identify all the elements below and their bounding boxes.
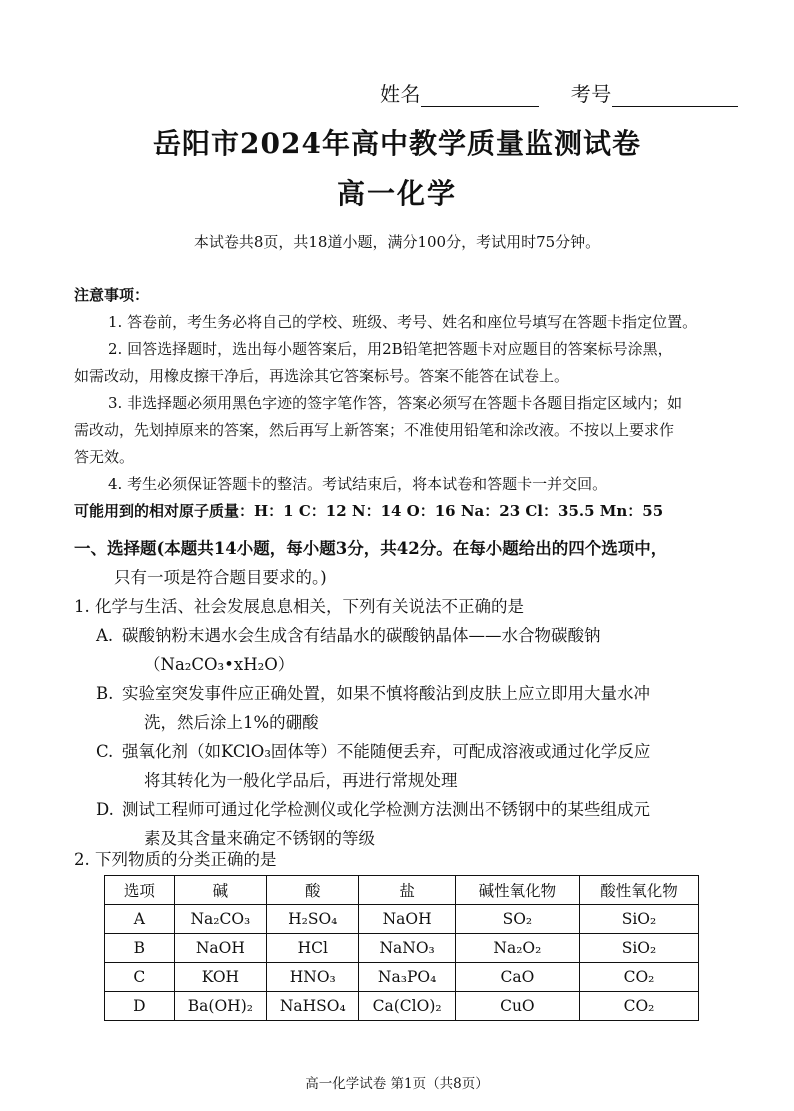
table-cell: CuO [455, 992, 579, 1021]
option-1a [74, 621, 724, 650]
table-cell: HCl [267, 934, 359, 963]
option-letter: B. [96, 684, 114, 703]
question-1 [74, 592, 724, 853]
page-footer: 高一化学试卷 第1页（共8页） [305, 1076, 489, 1092]
table-header-cell: 选项 [105, 876, 175, 905]
option-1d [74, 795, 724, 824]
table-cell: B [105, 934, 175, 963]
question-1-stem: 1. 化学与生活、社会发展息息相关，下列有关说法不正确的是 [74, 597, 524, 616]
number-label: 考号 [570, 82, 612, 106]
table-header-cell: 盐 [359, 876, 455, 905]
exam-title: 岳阳市2024年高中教学质量监测试卷 [153, 127, 641, 160]
option-1c [74, 737, 724, 766]
table-cell: CaO [455, 963, 579, 992]
table-cell: NaHSO₄ [267, 992, 359, 1021]
table-header-cell: 酸性氧化物 [579, 876, 698, 905]
table-row [105, 992, 699, 1021]
classification-table [104, 875, 699, 1021]
note-item-1: 1. 答卷前，考生务必将自己的学校、班级、考号、姓名和座位号填写在答题卡指定位置。 [108, 313, 698, 331]
section-line1: 一、选择题(本题共14小题，每小题3分，共42分。在每小题给出的四个选项中， [74, 539, 668, 558]
option-text: 碳酸钠粉末遇水会生成含有结晶水的碳酸钠晶体——水合物碳酸钠 [122, 626, 601, 645]
option-text: 测试工程师可通过化学检测仪或化学检测方法测出不锈钢中的某些组成元 [122, 800, 650, 819]
question-2-stem: 2. 下列物质的分类正确的是 [74, 850, 277, 869]
section-choice-heading [74, 534, 722, 592]
option-text: （Na₂CO₃•xH₂O） [144, 655, 295, 674]
atomic-masses: 可能用到的相对原子质量：H：1 C：12 N：14 O：16 Na：23 Cl：35.5 Mn：55 [74, 502, 664, 520]
table-header-cell: 酸 [267, 876, 359, 905]
note-item-3-line3: 答无效。 [74, 448, 135, 466]
table-row [105, 934, 699, 963]
table-cell: CO₂ [579, 963, 698, 992]
table-cell: NaOH [359, 905, 455, 934]
table-cell: H₂SO₄ [267, 905, 359, 934]
option-1b [74, 679, 724, 708]
option-text: 强氧化剂（如KClO₃固体等）不能随便丢弃，可配成溶液或通过化学反应 [122, 742, 651, 761]
name-label: 姓名 [380, 82, 421, 106]
section-line2: 只有一项是符合题目要求的。) [114, 568, 327, 587]
note-item-2-line1: 2. 回答选择题时，选出每小题答案后，用2B铅笔把答题卡对应题目的答案标号涂黑， [108, 340, 673, 358]
table-cell: SiO₂ [579, 905, 698, 934]
number-blank[interactable] [612, 86, 738, 107]
table-header-cell: 碱性氧化物 [455, 876, 579, 905]
table-cell: NaNO₃ [359, 934, 455, 963]
table-cell: Ca(ClO)₂ [359, 992, 455, 1021]
table-row [105, 905, 699, 934]
option-letter: A. [96, 626, 114, 645]
option-letter: C. [96, 742, 114, 761]
option-text: 将其转化为一般化学品后，再进行常规处理 [144, 771, 458, 790]
table-cell: Na₂CO₃ [174, 905, 266, 934]
option-text: 素及其含量来确定不锈钢的等级 [144, 829, 375, 848]
name-blank[interactable] [421, 86, 539, 107]
exam-subject: 高一化学 [336, 177, 457, 210]
note-item-4: 4. 考生必须保证答题卡的整洁。考试结束后，将本试卷和答题卡一并交回。 [108, 475, 608, 493]
table-header-cell: 碱 [174, 876, 266, 905]
table-cell: KOH [174, 963, 266, 992]
table-cell: SiO₂ [579, 934, 698, 963]
question-2 [74, 845, 724, 874]
option-1a-cont [74, 650, 724, 679]
table-cell: Na₃PO₄ [359, 963, 455, 992]
table-cell: Na₂O₂ [455, 934, 579, 963]
exam-intro: 本试卷共8页，共18道小题，满分100分，考试用时75分钟。 [193, 233, 601, 251]
table-cell: C [105, 963, 175, 992]
notes-section [74, 282, 722, 525]
note-item-3-line2: 需改动，先划掉原来的答案，然后再写上新答案；不准使用铅笔和涂改液。不按以上要求作 [74, 421, 675, 439]
option-letter: D. [96, 800, 114, 819]
table-cell: D [105, 992, 175, 1021]
option-text: 洗，然后涂上1%的硼酸 [144, 713, 319, 732]
table-cell: SO₂ [455, 905, 579, 934]
table-cell: CO₂ [579, 992, 698, 1021]
table-cell: NaOH [174, 934, 266, 963]
table-cell: A [105, 905, 175, 934]
notes-heading: 注意事项： [74, 286, 150, 304]
table-header-row [105, 876, 699, 905]
note-item-3-line1: 3. 非选择题必须用黑色字迹的签字笔作答，答案必须写在答题卡各题目指定区域内；如 [108, 394, 683, 412]
note-item-2-line2: 如需改动，用橡皮擦干净后，再选涂其它答案标号。答案不能答在试卷上。 [74, 367, 570, 385]
header-fields [380, 78, 738, 107]
table-row [105, 963, 699, 992]
option-text: 实验室突发事件应正确处置，如果不慎将酸沾到皮肤上应立即用大量水冲 [122, 684, 650, 703]
option-1b-cont [74, 708, 724, 737]
table-cell: Ba(OH)₂ [174, 992, 266, 1021]
table-cell: HNO₃ [267, 963, 359, 992]
option-1c-cont [74, 766, 724, 795]
